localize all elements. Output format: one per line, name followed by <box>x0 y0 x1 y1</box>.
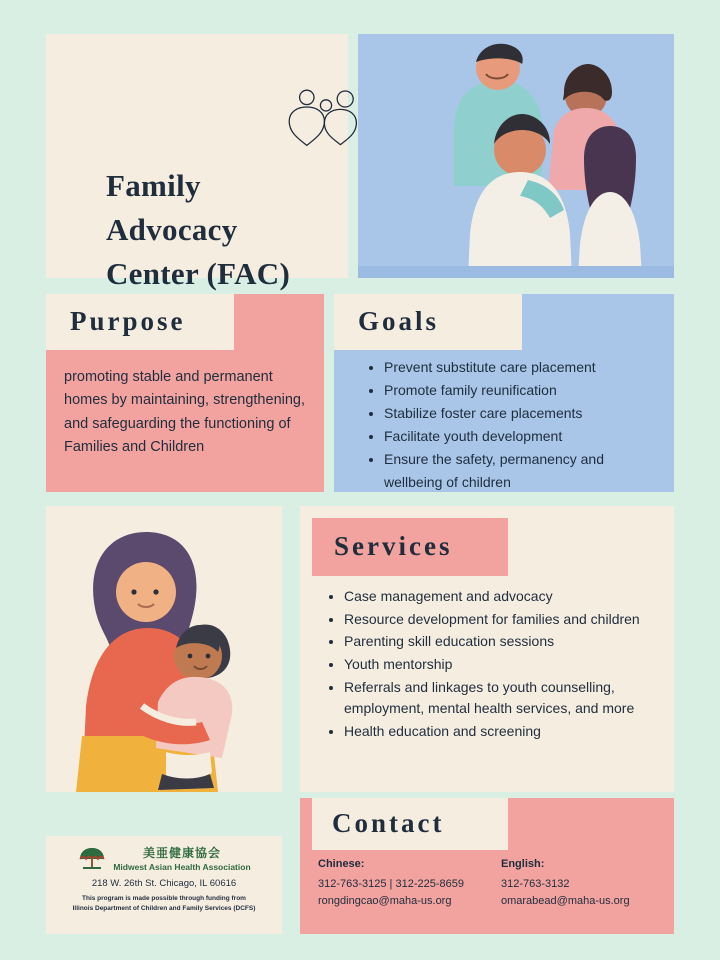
services-section <box>300 506 674 792</box>
funding-line-2: Illinois Department of Children and Family Services (DCFS) <box>72 904 256 912</box>
list-item: • Resource development for families and children <box>344 609 662 631</box>
contact-section <box>300 798 674 934</box>
goals-heading-card <box>334 294 522 350</box>
list-item: • Referrals and linkages to youth counselling, employment, mental health services, and more <box>344 677 662 720</box>
organization-footer <box>46 836 282 934</box>
page-title <box>106 164 392 296</box>
contact-column-english <box>501 856 666 911</box>
list-item: • Facilitate youth development <box>384 425 656 447</box>
page-title-line-3: Center (FAC) <box>106 256 291 292</box>
title-card <box>46 34 348 292</box>
list-item: • Youth mentorship <box>344 654 662 676</box>
contact-email[interactable]: omarabead@maha-us.org <box>501 895 630 908</box>
funding-line-1: This program is made possible through funding from <box>82 895 246 902</box>
list-item: • Parenting skill education sessions <box>344 631 662 653</box>
services-list <box>328 586 662 744</box>
contact-phone[interactable]: 312-763-3125 | 312-225-8659 <box>318 877 464 890</box>
contact-heading: Contact <box>332 808 445 838</box>
page-title-line-2: Advocacy <box>106 212 238 248</box>
contact-label: English: <box>501 858 545 870</box>
list-item: • Stabilize foster care placements <box>384 402 656 424</box>
organization-name-en: Midwest Asian Health Association <box>113 862 251 872</box>
organization-block <box>46 844 282 914</box>
organization-name-cn: 美亜健康協会 <box>142 846 221 860</box>
list-item: • Prevent substitute care placement <box>384 356 656 378</box>
services-heading: Services <box>334 531 453 561</box>
maha-umbrella-logo-icon <box>77 845 107 871</box>
contact-email[interactable]: rongdingcao@maha-us.org <box>318 895 452 908</box>
goals-section <box>334 294 674 492</box>
purpose-section <box>46 294 324 492</box>
contact-columns <box>318 856 666 911</box>
list-item: • Ensure the safety, permanency and wellbeing of children <box>384 448 656 492</box>
purpose-heading: Purpose <box>70 306 186 336</box>
purpose-body: promoting stable and permanent homes by maintaining, strengthening, and safeguarding the functioning of Families and Children <box>64 369 306 456</box>
contact-column-chinese <box>318 856 483 911</box>
services-heading-card <box>312 518 508 576</box>
goals-heading: Goals <box>358 306 440 336</box>
list-item: • Promote family reunification <box>384 379 656 401</box>
contact-phone[interactable]: 312-763-3132 <box>501 877 570 890</box>
purpose-heading-card <box>46 294 234 350</box>
page-title-line-1: Family <box>106 168 201 203</box>
organization-address: 218 W. 26th St. Chicago, IL 60616 <box>91 878 237 889</box>
contact-label: Chinese: <box>318 858 365 870</box>
list-item: • Case management and advocacy <box>344 586 662 608</box>
goals-list <box>368 356 656 494</box>
hero-image <box>358 34 674 278</box>
organization-identity <box>46 844 282 872</box>
contact-heading-card <box>312 798 508 850</box>
funding-statement <box>46 894 282 914</box>
mother-holding-child-illustration <box>46 506 282 792</box>
list-item: • Health education and screening <box>344 721 662 743</box>
family-illustration <box>358 34 674 278</box>
mother-child-image <box>46 506 282 792</box>
